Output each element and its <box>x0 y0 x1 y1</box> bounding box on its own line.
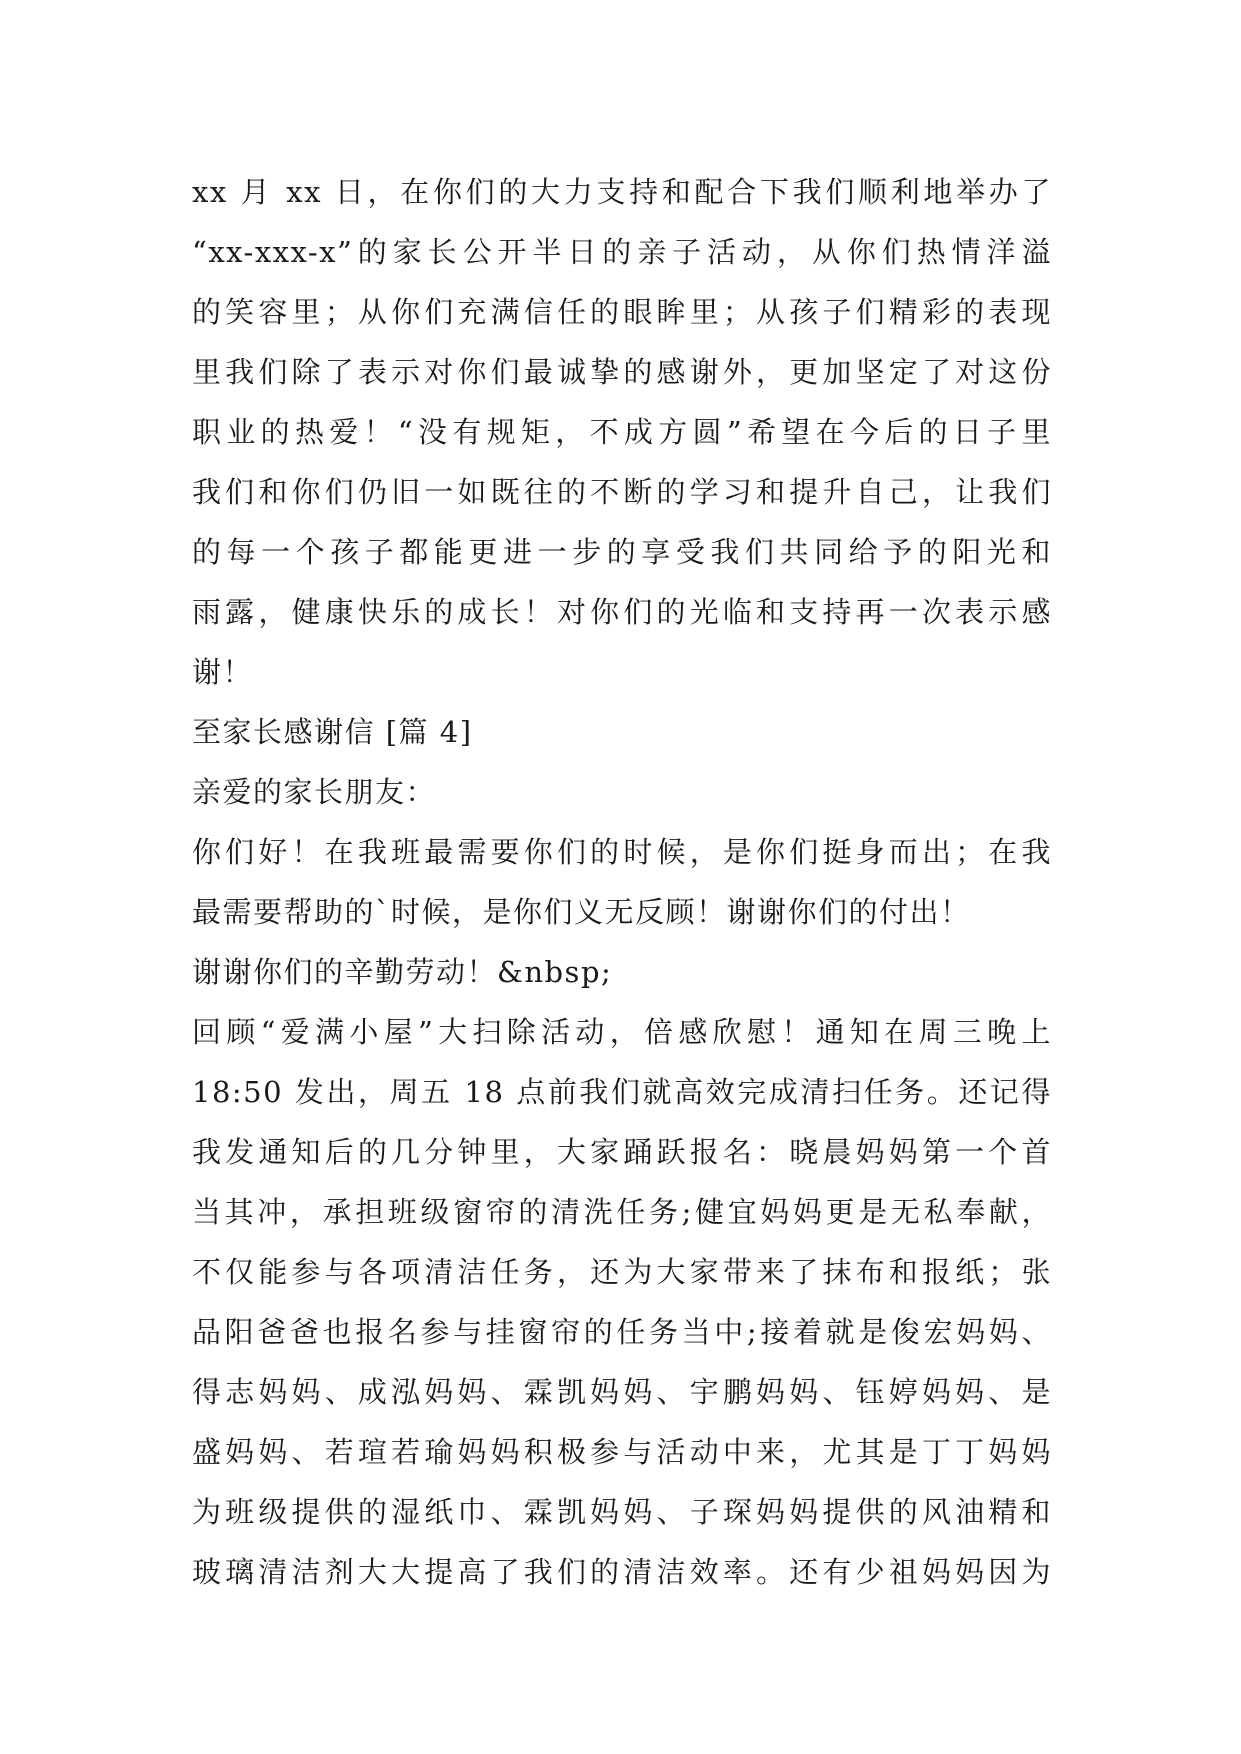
text-line: 不仅能参与各项清洁任务，还为大家带来了抹布和报纸；张 <box>192 1255 1052 1289</box>
text-line: 最需要帮助的`时候，是你们义无反顾！谢谢你们的付出！ <box>192 895 971 929</box>
text-line: 得志妈妈、成泓妈妈、霖凯妈妈、宇鹏妈妈、钰婷妈妈、是 <box>192 1375 1052 1409</box>
text-line: 谢谢你们的辛勤劳动！&nbsp; <box>192 955 613 989</box>
text-line: 当其冲，承担班级窗帘的清洗任务;健宜妈妈更是无私奉献， <box>192 1195 1052 1229</box>
text-line: xx 月 xx 日，在你们的大力支持和配合下我们顺利地举办了 <box>192 175 1052 209</box>
text-line: 我发通知后的几分钟里，大家踊跃报名：晓晨妈妈第一个首 <box>192 1135 1052 1169</box>
text-line: 里我们除了表示对你们最诚挚的感谢外，更加坚定了对这份 <box>192 355 1052 389</box>
text-line: 品阳爸爸也报名参与挂窗帘的任务当中;接着就是俊宏妈妈、 <box>192 1315 1052 1349</box>
salutation: 亲爱的家长朋友： <box>192 775 437 809</box>
text-line: 我们和你们仍旧一如既往的不断的学习和提升自己，让我们 <box>192 475 1052 509</box>
text-line: 18:50 发出，周五 18 点前我们就高效完成清扫任务。还记得 <box>192 1075 1052 1109</box>
text-line: 职业的热爱！“没有规矩，不成方圆”希望在今后的日子里 <box>192 415 1052 449</box>
text-line: 玻璃清洁剂大大提高了我们的清洁效率。还有少祖妈妈因为 <box>192 1555 1052 1589</box>
text-line: 的笑容里；从你们充满信任的眼眸里；从孩子们精彩的表现 <box>192 295 1052 329</box>
text-line: 的每一个孩子都能更进一步的享受我们共同给予的阳光和 <box>192 535 1052 569</box>
text-line: “xx-xxx-x”的家长公开半日的亲子活动，从你们热情洋溢 <box>192 235 1052 269</box>
text-line: 雨露，健康快乐的成长！对你们的光临和支持再一次表示感 <box>192 595 1052 629</box>
text-line: 盛妈妈、若瑄若瑜妈妈积极参与活动中来，尤其是丁丁妈妈 <box>192 1435 1052 1469</box>
letter-body <box>192 162 1052 1602</box>
text-line: 你们好！在我班最需要你们的时候，是你们挺身而出；在我 <box>192 835 1052 869</box>
section-heading: 至家长感谢信 [篇 4] <box>192 715 473 749</box>
text-line: 回顾“爱满小屋”大扫除活动，倍感欣慰！通知在周三晚上 <box>192 1015 1052 1049</box>
text-line: 为班级提供的湿纸巾、霖凯妈妈、子琛妈妈提供的风油精和 <box>192 1495 1052 1529</box>
text-line: 谢！ <box>192 655 254 689</box>
